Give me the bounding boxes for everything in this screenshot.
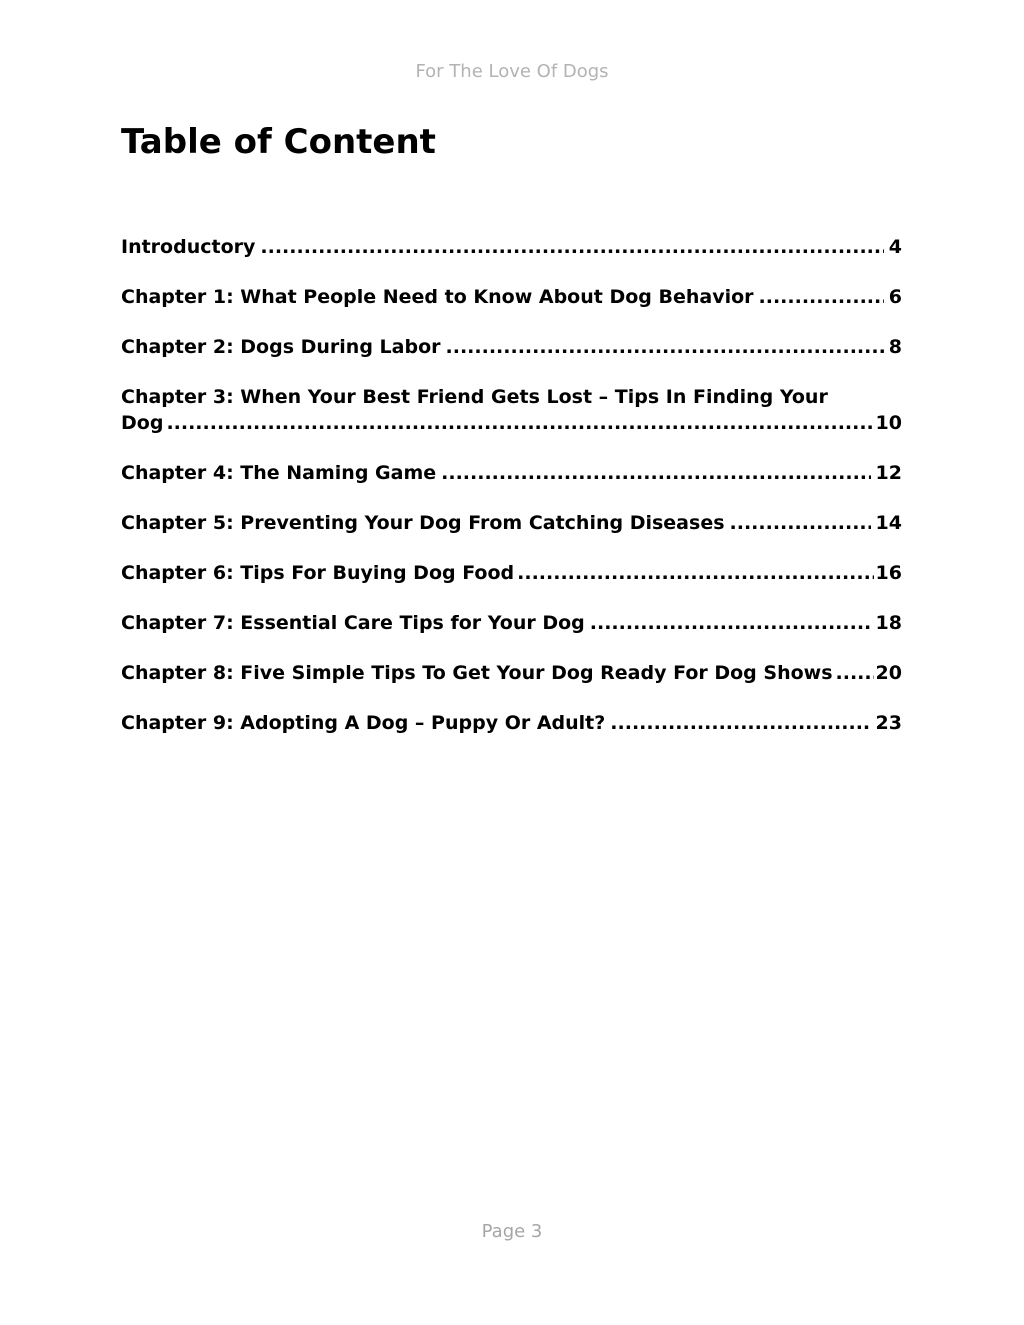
toc-entry-chapter-1[interactable]	[121, 284, 902, 310]
page-number-footer: Page 3	[481, 1221, 543, 1242]
toc-entry-label: Introductory	[121, 236, 256, 258]
toc-page-number: 20	[875, 662, 902, 684]
toc-entry-label-continued	[121, 410, 902, 436]
toc-entry-chapter-8[interactable]	[121, 660, 902, 686]
toc-entry-label: Chapter 1: What People Need to Know About Dog Behavior	[121, 286, 754, 308]
toc-entry-label-wrap: Dog	[121, 412, 164, 434]
toc-entry-chapter-7[interactable]	[121, 610, 902, 636]
dot-leader	[610, 710, 870, 736]
toc-entry-label: Chapter 9: Adopting A Dog – Puppy Or Adult?	[121, 712, 606, 734]
toc-entry-chapter-3[interactable]	[121, 384, 902, 436]
toc-entry-chapter-2[interactable]	[121, 334, 902, 360]
dot-leader	[517, 560, 873, 586]
toc-entry-label: Chapter 8: Five Simple Tips To Get Your Dog Ready For Dog Shows	[121, 662, 833, 684]
toc-page-number: 6	[888, 286, 902, 308]
toc-entry-label: Chapter 2: Dogs During Labor	[121, 336, 441, 358]
toc-entry-label: Chapter 7: Essential Care Tips for Your Dog	[121, 612, 585, 634]
toc-page-number: 12	[875, 462, 902, 484]
toc-entry-label: Chapter 5: Preventing Your Dog From Catching Diseases	[121, 512, 725, 534]
toc-entry-chapter-6[interactable]	[121, 560, 902, 586]
toc-entry-label: Chapter 4: The Naming Game	[121, 462, 437, 484]
toc-page-number: 14	[875, 512, 902, 534]
toc-entry-introductory[interactable]	[121, 234, 902, 260]
toc-entry-label: Chapter 3: When Your Best Friend Gets Lost – Tips In Finding Your	[121, 386, 828, 408]
dot-leader	[759, 284, 884, 310]
dot-leader	[446, 334, 884, 360]
toc-entry-chapter-5[interactable]	[121, 510, 902, 536]
toc-entry-chapter-4[interactable]	[121, 460, 902, 486]
table-of-contents	[121, 234, 902, 760]
page-title: Table of Content	[121, 122, 436, 162]
toc-page-number: 18	[875, 612, 902, 634]
toc-entry-label: Chapter 6: Tips For Buying Dog Food	[121, 562, 515, 584]
dot-leader	[441, 460, 870, 486]
toc-page-number: 23	[875, 712, 902, 734]
dot-leader	[836, 660, 874, 686]
toc-page-number: 8	[888, 336, 902, 358]
toc-entry-chapter-9[interactable]	[121, 710, 902, 736]
dot-leader	[260, 234, 883, 260]
dot-leader	[590, 610, 871, 636]
dot-leader	[730, 510, 871, 536]
toc-page-number: 4	[888, 236, 902, 258]
toc-page-number: 10	[875, 412, 902, 434]
toc-page-number: 16	[875, 562, 902, 584]
dot-leader	[166, 410, 873, 436]
running-header: For The Love Of Dogs	[415, 61, 609, 82]
